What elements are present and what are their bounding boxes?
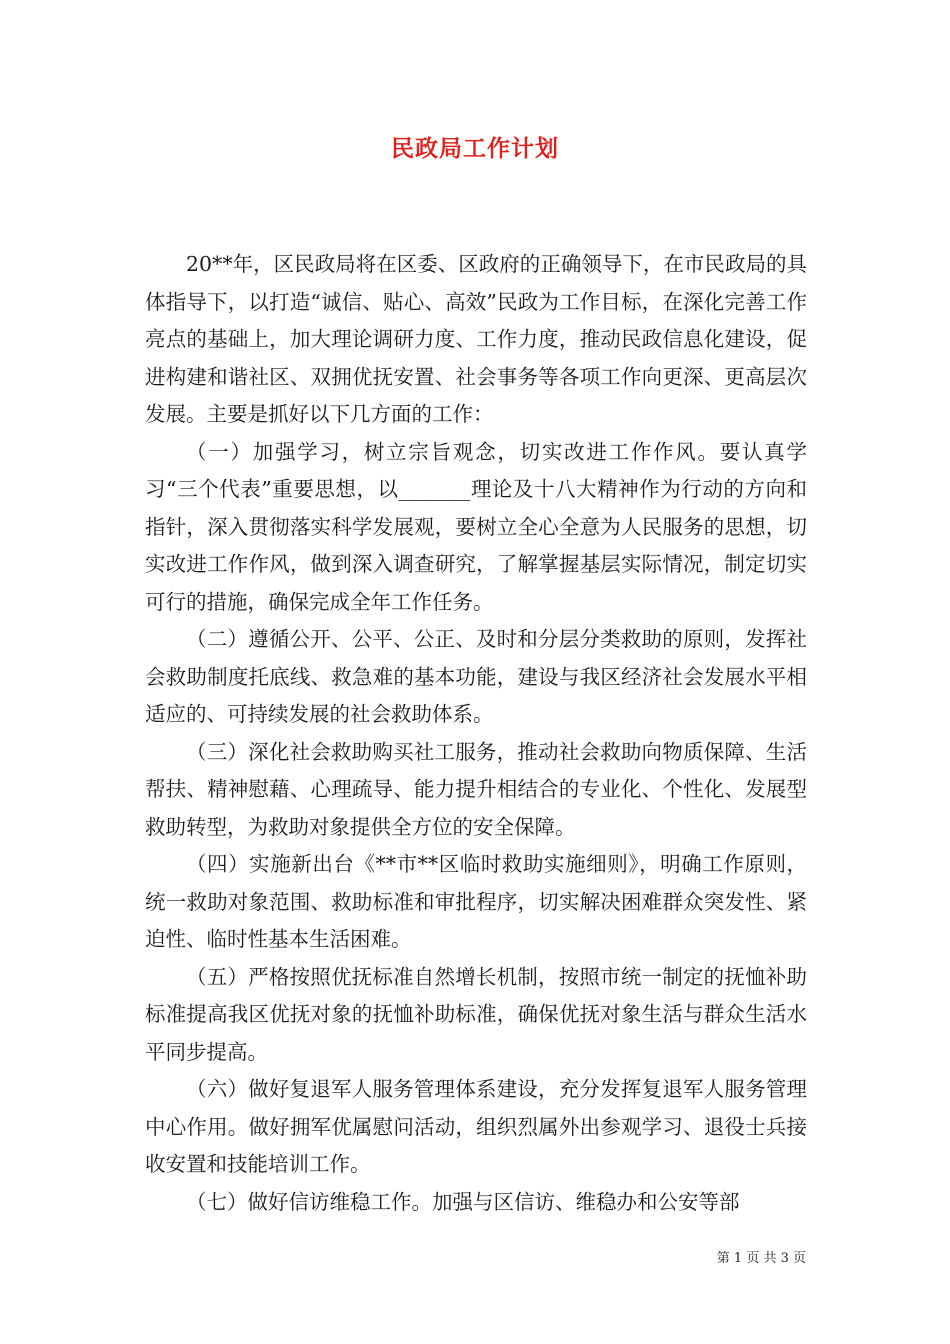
document-title: 民政局工作计划 <box>391 135 559 162</box>
paragraph-item-6: （六）做好复退军人服务管理体系建设，充分发挥复退军人服务管理中心作用。做好拥军优属慰问活动，组织烈属外出参观学习、退役士兵接收安置和技能培训工作。 <box>145 1077 807 1176</box>
paragraph-intro: 20**年，区民政局将在区委、区政府的正确领导下，在市民政局的具体指导下，以打造“诚信、贴心、高效”民政为工作目标，在深化完善工作亮点的基础上，加大理论调研力度、工作力度，推动民政信息化建设，促进构建和谐社区、双拥优抚安置、社会事务等各项工作向更深、更高层次发展。主要是抓好以下几方面的工作： <box>145 252 807 426</box>
paragraph-item-3: （三）深化社会救助购买社工服务，推动社会救助向物质保障、生活帮扶、精神慰藉、心理疏导、能力提升相结合的专业化、个性化、发展型救助转型，为救助对象提供全方位的安全保障。 <box>145 739 807 839</box>
paragraph-item-5: （五）严格按照优抚标准自然增长机制，按照市统一制定的抚恤补助标准提高我区优抚对象的抚恤补助标准，确保优抚对象生活与群众生活水平同步提高。 <box>145 964 807 1064</box>
paragraph-item-7: （七）做好信访维稳工作。加强与区信访、维稳办和公安等部 <box>186 1189 740 1214</box>
page-number-footer: 第 1 页 共 3 页 <box>716 1251 806 1266</box>
document-body <box>145 246 807 1221</box>
paragraph-item-2: （二）遵循公开、公平、公正、及时和分层分类救助的原则，发挥社会救助制度托底线、救急难的基本功能，建设与我区经济社会发展水平相适应的、可持续发展的社会救助体系。 <box>145 627 807 726</box>
paragraph-item-1: （一）加强学习，树立宗旨观念，切实改进工作作风。要认真学习“三个代表”重要思想，以_______理论及十八大精神作为行动的方向和指针，深入贯彻落实科学发展观，要树立全心全意为人民服务的思想，切实改进工作作风，做到深入调查研究，了解掌握基层实际情况，制定切实可行的措施，确保完成全年工作任务。 <box>145 439 807 614</box>
paragraph-item-4: （四）实施新出台《**市**区临时救助实施细则》，明确工作原则，统一救助对象范围、救助标准和审批程序，切实解决困难群众突发性、紧迫性、临时性基本生活困难。 <box>145 852 807 951</box>
